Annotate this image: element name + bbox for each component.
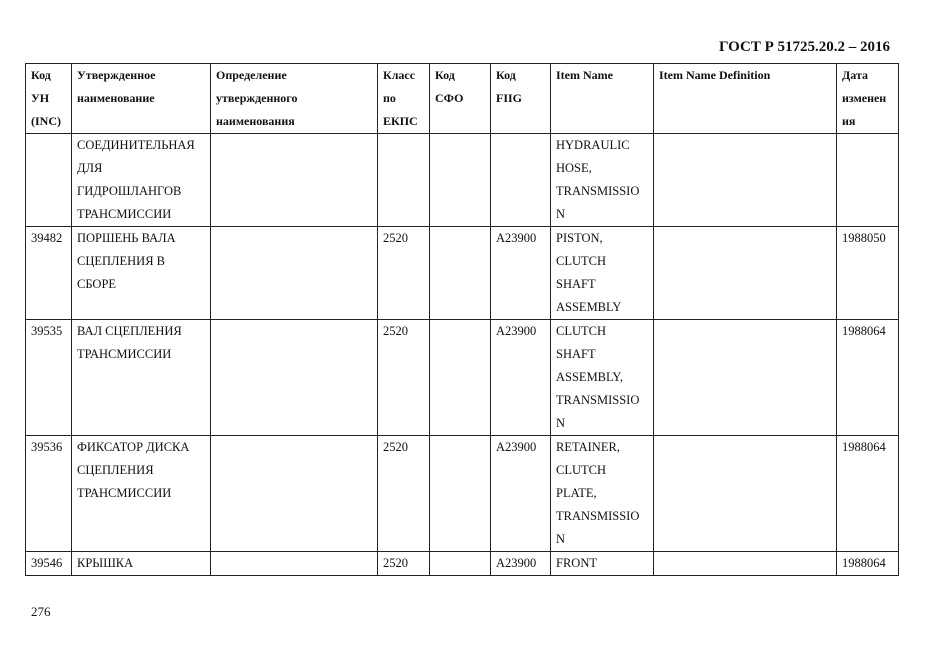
cell-item-name-definition — [654, 320, 837, 436]
cell-change-date: 1988064 — [837, 552, 899, 576]
table-row — [26, 552, 899, 576]
cell-item-name: HYDRAULIC HOSE, TRANSMISSIO N — [551, 134, 654, 227]
table-row — [26, 436, 899, 552]
cell-approved-name: ФИКСАТОР ДИСКА СЦЕПЛЕНИЯ ТРАНСМИССИИ — [72, 436, 211, 552]
cell-item-name: FRONT — [551, 552, 654, 576]
table-row — [26, 227, 899, 320]
cell-item-name-definition — [654, 227, 837, 320]
header-inc-code: Код УН (INC) — [26, 64, 72, 134]
header-item-name: Item Name — [551, 64, 654, 134]
cell-item-name: RETAINER, CLUTCH PLATE, TRANSMISSIO N — [551, 436, 654, 552]
cell-item-name-definition — [654, 552, 837, 576]
table-row — [26, 134, 899, 227]
cell-fiig-code: A23900 — [491, 552, 551, 576]
catalog-table — [25, 63, 899, 576]
cell-item-name: PISTON, CLUTCH SHAFT ASSEMBLY — [551, 227, 654, 320]
cell-ekps-class: 2520 — [378, 227, 430, 320]
cell-sfo-code — [430, 227, 491, 320]
cell-name-definition — [211, 227, 378, 320]
header-sfo-code: Код СФО — [430, 64, 491, 134]
header-change-date: Дата изменен ия — [837, 64, 899, 134]
cell-approved-name: СОЕДИНИТЕЛЬНАЯ ДЛЯ ГИДРОШЛАНГОВ ТРАНСМИССИИ — [72, 134, 211, 227]
header-ekps-class: Класс по ЕКПС — [378, 64, 430, 134]
cell-inc-code: 39536 — [26, 436, 72, 552]
header-name-definition: Определение утвержденного наименования — [211, 64, 378, 134]
cell-ekps-class: 2520 — [378, 320, 430, 436]
cell-sfo-code — [430, 134, 491, 227]
cell-inc-code: 39546 — [26, 552, 72, 576]
cell-fiig-code — [491, 134, 551, 227]
cell-change-date: 1988064 — [837, 320, 899, 436]
header-approved-name: Утвержденное наименование — [72, 64, 211, 134]
cell-name-definition — [211, 134, 378, 227]
cell-sfo-code — [430, 552, 491, 576]
cell-fiig-code: A23900 — [491, 227, 551, 320]
cell-name-definition — [211, 436, 378, 552]
cell-name-definition — [211, 320, 378, 436]
cell-change-date: 1988050 — [837, 227, 899, 320]
cell-approved-name: ПОРШЕНЬ ВАЛА СЦЕПЛЕНИЯ В СБОРЕ — [72, 227, 211, 320]
header-item-name-definition: Item Name Definition — [654, 64, 837, 134]
document-standard-id: ГОСТ Р 51725.20.2 – 2016 — [718, 39, 890, 55]
header-row — [26, 64, 899, 134]
cell-ekps-class: 2520 — [378, 436, 430, 552]
cell-fiig-code: A23900 — [491, 320, 551, 436]
cell-ekps-class: 2520 — [378, 552, 430, 576]
cell-ekps-class — [378, 134, 430, 227]
cell-change-date — [837, 134, 899, 227]
table-row — [26, 320, 899, 436]
cell-inc-code — [26, 134, 72, 227]
cell-approved-name: ВАЛ СЦЕПЛЕНИЯ ТРАНСМИССИИ — [72, 320, 211, 436]
cell-name-definition — [211, 552, 378, 576]
header-fiig-code: Код FIIG — [491, 64, 551, 134]
cell-sfo-code — [430, 436, 491, 552]
cell-inc-code: 39535 — [26, 320, 72, 436]
cell-inc-code: 39482 — [26, 227, 72, 320]
cell-fiig-code: A23900 — [491, 436, 551, 552]
cell-item-name-definition — [654, 436, 837, 552]
page-number: 276 — [31, 604, 51, 619]
cell-approved-name: КРЫШКА — [72, 552, 211, 576]
cell-sfo-code — [430, 320, 491, 436]
cell-change-date: 1988064 — [837, 436, 899, 552]
cell-item-name-definition — [654, 134, 837, 227]
cell-item-name: CLUTCH SHAFT ASSEMBLY, TRANSMISSIO N — [551, 320, 654, 436]
